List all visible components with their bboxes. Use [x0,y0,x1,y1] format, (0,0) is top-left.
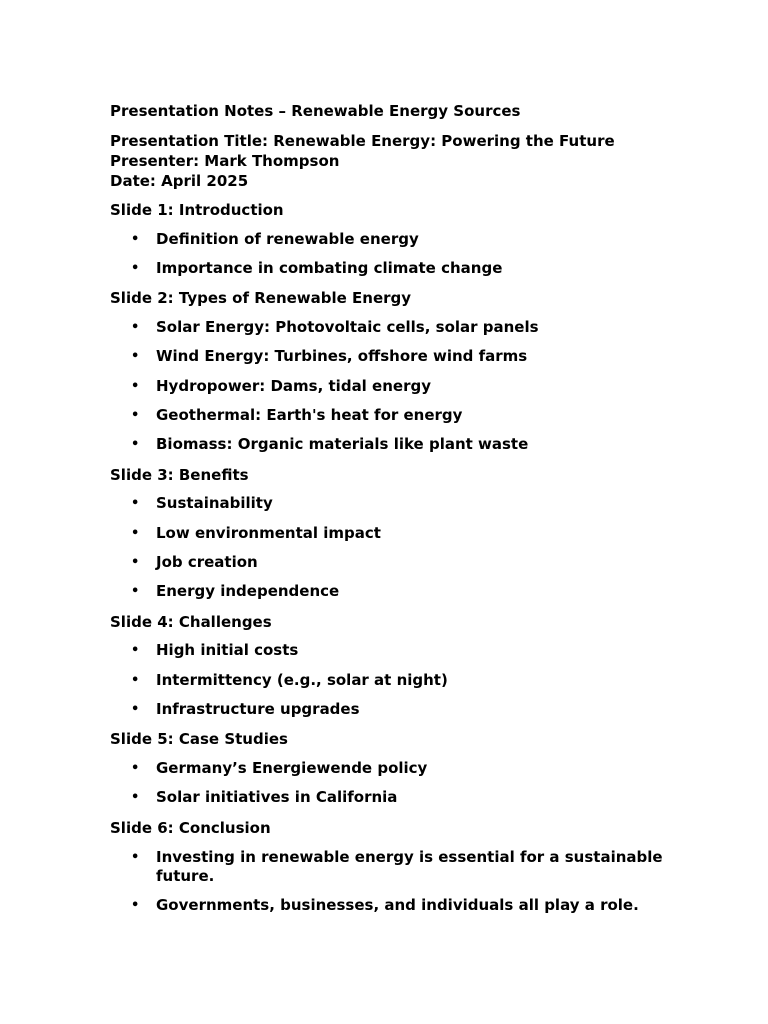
list-item: • Intermittency (e.g., solar at night) [131,670,448,689]
list-item: • Germany’s Energiewende policy [131,759,428,778]
slide-section-1 [110,200,700,279]
list-item: • Definition of renewable energy [131,229,419,248]
slide-section-4 [110,612,700,720]
bullet-list [110,318,700,455]
presentation-meta [110,131,700,191]
slide-section-3 [110,465,700,602]
bullet-icon: • [131,378,140,394]
bullet-icon: • [131,525,140,541]
document-title: Presentation Notes – Renewable Energy Sources [110,102,521,120]
list-item: • Wind Energy: Turbines, offshore wind farms [131,347,528,366]
bullet-icon: • [131,408,140,424]
slide-heading: Slide 1: Introduction [110,201,284,219]
bullet-icon: • [131,761,140,777]
bullet-icon: • [131,555,140,571]
list-item: • Infrastructure upgrades [131,700,360,719]
bullet-list [110,230,700,279]
bullet-list [110,848,700,916]
bullet-icon: • [131,320,140,336]
slide-section-2 [110,288,700,454]
bullet-icon: • [131,702,140,718]
list-item: • Solar initiatives in California [131,788,398,807]
slide-heading: Slide 4: Challenges [110,612,272,631]
list-item: • Geothermal: Earth's heat for energy [131,406,463,425]
slide-heading: Slide 5: Case Studies [110,730,288,749]
bullet-icon: • [131,790,140,806]
list-item: • Solar Energy: Photovoltaic cells, solar panels [131,318,539,337]
list-item: • Energy independence [131,582,340,601]
list-item: • Hydropower: Dams, tidal energy [131,376,431,395]
bullet-icon: • [131,261,140,277]
list-item: • Governments, businesses, and individuals all play a role. [131,896,639,915]
bullet-icon: • [131,349,140,365]
list-item: • Importance in combating climate change [131,259,503,278]
slide-heading: Slide 6: Conclusion [110,818,271,837]
list-item: • Biomass: Organic materials like plant waste [131,435,529,454]
bullet-icon: • [131,231,140,247]
bullet-icon: • [131,643,140,659]
bullet-icon: • [131,672,140,688]
bullet-icon: • [131,898,140,914]
bullet-icon: • [131,496,140,512]
list-item: • Job creation [131,553,258,572]
slide-heading: Slide 3: Benefits [110,465,249,484]
date-line: Date: April 2025 [110,172,249,190]
bullet-list [110,759,700,808]
list-item: • Investing in renewable energy is essential for a sustainable future. [131,847,663,886]
slide-heading: Slide 2: Types of Renewable Energy [110,289,412,308]
bullet-list [110,641,700,719]
presenter-line: Presenter: Mark Thompson [110,152,340,170]
list-item: • Sustainability [131,494,273,513]
presentation-title-line: Presentation Title: Renewable Energy: Powering the Future [110,132,615,150]
bullet-icon: • [131,584,140,600]
bullet-icon: • [131,437,140,453]
list-item: • High initial costs [131,641,299,660]
bullet-icon: • [131,849,140,865]
slide-section-6 [110,818,700,916]
document-body [110,101,700,926]
bullet-list [110,494,700,601]
slide-section-5 [110,729,700,808]
list-item: • Low environmental impact [131,523,381,542]
